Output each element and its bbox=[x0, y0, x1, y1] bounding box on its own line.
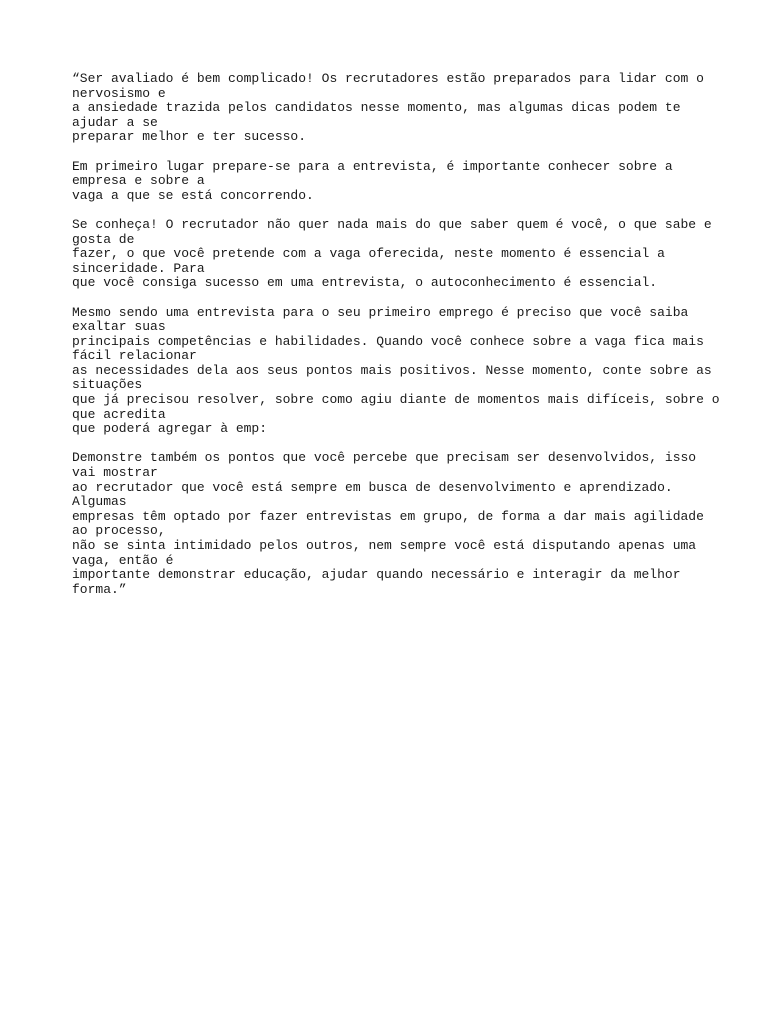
text-line: Demonstre também os pontos que você percebe que precisam ser desenvolvidos, isso bbox=[72, 450, 697, 466]
text-line: preparar melhor e ter sucesso. bbox=[72, 129, 307, 145]
text-line: que já precisou resolver, sobre como agiu diante de momentos mais difíceis, sobre o bbox=[72, 392, 720, 408]
text-line: gosta de bbox=[72, 231, 135, 247]
text-line: que poderá agregar à emp: bbox=[72, 421, 268, 437]
text-line: forma.” bbox=[72, 581, 127, 597]
text-line: a ansiedade trazida pelos candidatos nesse momento, mas algumas dicas podem te bbox=[72, 100, 681, 116]
paragraph-2 bbox=[72, 160, 712, 204]
text-line: que você consiga sucesso em uma entrevista, o autoconhecimento é essencial. bbox=[72, 275, 658, 291]
text-line: exaltar suas bbox=[72, 319, 166, 335]
paragraph-5 bbox=[72, 451, 712, 597]
text-line: Algumas bbox=[72, 494, 127, 510]
text-line: fazer, o que você pretende com a vaga oferecida, neste momento é essencial a bbox=[72, 246, 665, 262]
text-line: “Ser avaliado é bem complicado! Os recrutadores estão preparados para lidar com o bbox=[72, 71, 704, 86]
text-line: Mesmo sendo uma entrevista para o seu primeiro emprego é preciso que você saiba bbox=[72, 304, 689, 320]
text-line: vaga a que se está concorrendo. bbox=[72, 187, 314, 203]
text-line: vaga, então é bbox=[72, 552, 174, 568]
text-line: Em primeiro lugar prepare-se para a entrevista, é importante conhecer sobre a bbox=[72, 158, 673, 174]
text-line: nervosismo e bbox=[72, 85, 166, 101]
text-line: Se conheça! O recrutador não quer nada mais do que saber quem é você, o que sabe e bbox=[72, 216, 712, 232]
paragraph-3 bbox=[72, 218, 712, 291]
text-line: importante demonstrar educação, ajudar quando necessário e interagir da melhor bbox=[72, 567, 681, 583]
text-line: ao recrutador que você está sempre em busca de desenvolvimento e aprendizado. bbox=[72, 479, 673, 495]
text-line: não se sinta intimidado pelos outros, nem sempre você está disputando apenas uma bbox=[72, 538, 697, 553]
text-line: as necessidades dela aos seus pontos mais positivos. Nesse momento, conte sobre as bbox=[72, 362, 712, 378]
text-line: que acredita bbox=[72, 406, 166, 422]
text-line: empresas têm optado por fazer entrevistas em grupo, de forma a dar mais agilidade bbox=[72, 508, 704, 524]
text-line: fácil relacionar bbox=[72, 348, 197, 364]
text-line: vai mostrar bbox=[72, 465, 158, 481]
text-line: principais competências e habilidades. Quando você conhece sobre a vaga fica mais bbox=[72, 333, 704, 349]
paragraph-4 bbox=[72, 304, 720, 437]
text-line: ao processo, bbox=[72, 523, 166, 539]
document-page bbox=[72, 71, 720, 612]
text-line: empresa e sobre a bbox=[72, 173, 205, 189]
paragraph-1 bbox=[72, 72, 712, 145]
text-line: sinceridade. Para bbox=[72, 260, 205, 276]
text-line: situações bbox=[72, 377, 143, 393]
text-line: ajudar a se bbox=[72, 114, 158, 130]
